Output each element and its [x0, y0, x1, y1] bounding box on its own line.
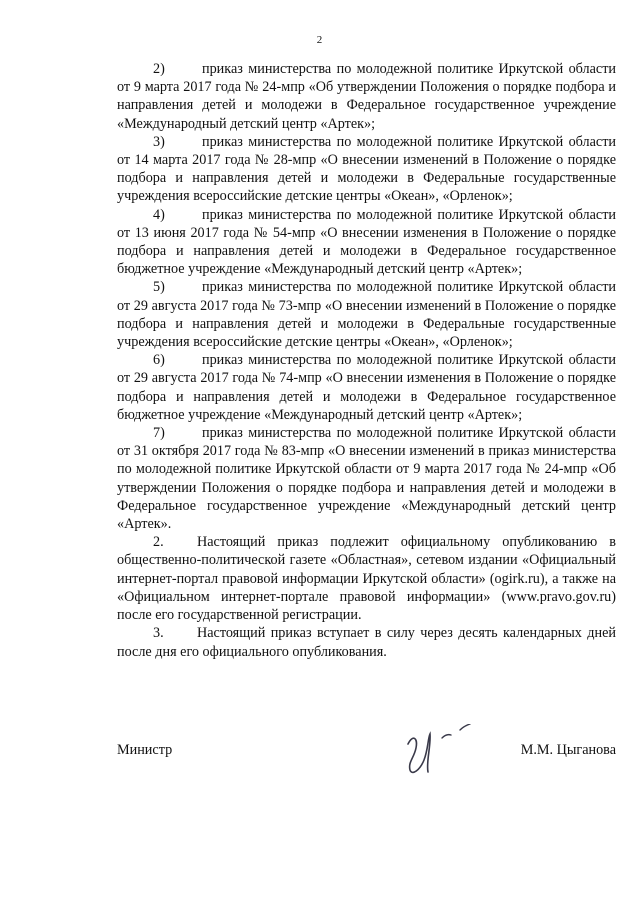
item-text: приказ министерства по молодежной политике Иркутской области от 14 марта 2017 года № 28-мпр «О внесении изменений в Положение о порядке подбора и направления детей и молодежи в Федеральные государственные учреждения всероссийские детские центры «Океан», «Орленок»; [117, 133, 616, 205]
signature-stroke [460, 724, 470, 730]
handwritten-signature [404, 724, 474, 778]
clause-paragraph [117, 533, 616, 624]
signature-stroke [408, 734, 430, 772]
item-text: приказ министерства по молодежной политике Иркутской области от 31 октября 2017 года № 83-мпр «О внесении изменений в приказ министерства по молодежной политике Иркутской области от 9 марта 2017 года № 24-мпр «Об утверждении Положения о порядке подбора и направления детей и молодежи в Федеральное государственное учреждение «Международный детский центр «Артек». [117, 425, 616, 533]
signature-block [117, 738, 616, 798]
list-item [117, 424, 616, 533]
list-item [117, 133, 616, 206]
item-number: 4) [153, 206, 165, 223]
item-number: 7) [153, 425, 165, 442]
list-item [117, 351, 616, 424]
item-number: 5) [153, 279, 165, 296]
item-text: приказ министерства по молодежной политике Иркутской области от 29 августа 2017 года № 73-мпр «О внесении изменений в Положение о порядке подбора и направления детей и молодежи в Федеральные государственные учреждения всероссийские детские центры «Океан», «Орленок»; [117, 279, 616, 351]
clause-number: 2. [153, 534, 164, 551]
signatory-title: Министр [117, 742, 173, 758]
item-text: приказ министерства по молодежной политике Иркутской области от 13 июня 2017 года № 54-мпр «О внесении изменения в Положение о порядке подбора и направления детей и молодежи в Федеральное государственное бюджетное учреждение «Международный детский центр «Артек»; [117, 206, 616, 278]
item-number: 6) [153, 352, 165, 369]
list-item [117, 206, 616, 279]
page-number: 2 [316, 34, 323, 46]
signature-stroke [442, 735, 451, 738]
clause-paragraph [117, 624, 616, 660]
item-text: приказ министерства по молодежной политике Иркутской области от 29 августа 2017 года № 74-мпр «О внесении изменения в Положение о порядке подбора и направления детей и молодежи в Федеральное государственное бюджетное учреждение «Международный детский центр «Артек»; [117, 352, 616, 423]
item-number: 2) [153, 61, 165, 77]
document-body [117, 60, 616, 661]
signatory-name: М.М. Цыганова [520, 742, 616, 758]
list-item [117, 278, 616, 351]
clause-text: Настоящий приказ подлежит официальному опубликованию в общественно-политической газете «Областная», сетевом издании «Официальный интернет-портал правовой информации Иркутской области» (ogirk.ru), а также на «Официальном интернет-портале правовой информации» (www.pravo.gov.ru) после его государственной регистрации. [117, 534, 616, 624]
list-item [117, 60, 616, 133]
clause-number: 3. [153, 625, 164, 642]
item-number: 3) [153, 133, 165, 150]
clause-text: Настоящий приказ вступает в силу через десять календарных дней после дня его официального опубликования. [117, 625, 616, 660]
item-text: приказ министерства по молодежной политике Иркутской области от 9 марта 2017 года № 24-мпр «Об утверждении Положения о порядке подбора и направления детей и молодежи в Федеральное государственное учреждение «Международный детский центр «Артек»; [117, 61, 616, 132]
